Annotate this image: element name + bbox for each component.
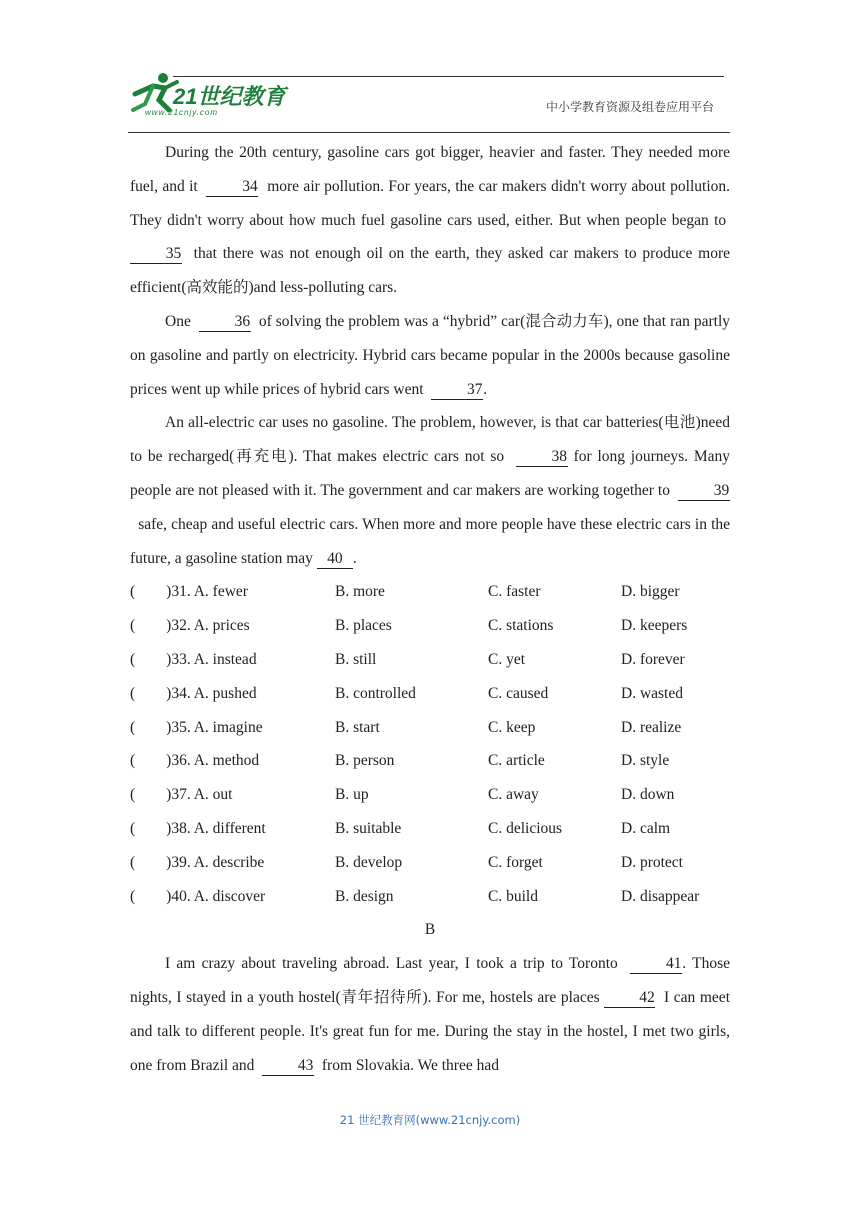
passage-a-paragraph-1: During the 20th century, gasoline cars got bigger, heavier and faster. They needed more fuel, and it 34 more air pollution. For years, the car makers didn't worry about pollution. They didn't worry about how much fuel gasoline cars used, either. But when people began to 35 that there was not enough oil on the earth, they asked car makers to produce more efficient(高效能的)and less-polluting cars. <box>130 144 731 297</box>
option-d: D. calm <box>621 819 671 837</box>
blank-42[interactable]: 42 <box>604 989 655 1008</box>
blank-43[interactable]: 43 <box>262 1057 314 1076</box>
question-stem: ( )40. A. discover <box>130 887 266 905</box>
blank-39[interactable]: 39 <box>678 482 730 501</box>
option-b: B. up <box>335 786 369 804</box>
header-rule-bottom <box>128 132 730 133</box>
logo-url: www.21cnjy.com <box>145 108 218 117</box>
question-row <box>130 677 730 711</box>
option-b: B. person <box>335 752 395 770</box>
question-row <box>130 575 730 609</box>
passage-b-paragraph-1: I am crazy about traveling abroad. Last year, I took a trip to Toronto 41. Those nights, I stayed in a youth hostel(青年招待所). For me, hostels are places 42 I can meet and talk to different people. It's great fun for me. During the stay in the hostel, I met two girls, one from Brazil and 43 from Slovakia. We three had <box>130 955 731 1074</box>
option-c: C. away <box>488 786 539 804</box>
question-stem: ( )34. A. pushed <box>130 684 257 702</box>
section-heading: B <box>424 921 436 939</box>
option-c: C. forget <box>488 853 543 871</box>
blank-36[interactable]: 36 <box>199 313 251 332</box>
page-header <box>125 64 730 134</box>
option-c: C. faster <box>488 583 541 601</box>
document-body <box>130 136 730 1082</box>
option-d: D. keepers <box>621 617 688 635</box>
question-list <box>130 575 730 913</box>
blank-34[interactable]: 34 <box>206 178 258 197</box>
question-stem: ( )31. A. fewer <box>130 583 248 601</box>
option-c: C. article <box>488 752 545 770</box>
option-b: B. still <box>335 650 377 668</box>
passage-a-paragraph-2: One 36 of solving the problem was a “hybrid” car(混合动力车), one that ran partly on gasoline and partly on electricity. Hybrid cars became popular in the 2000s because gasoline prices went up while prices of hybrid cars went 37. <box>130 312 731 398</box>
option-d: D. bigger <box>621 583 680 601</box>
option-b: B. places <box>335 617 392 635</box>
blank-38[interactable]: 38 <box>516 448 568 467</box>
question-row <box>130 812 730 846</box>
question-stem: ( )33. A. instead <box>130 650 257 668</box>
blank-40[interactable]: 40 <box>317 550 353 569</box>
question-row <box>130 643 730 677</box>
option-d: D. wasted <box>621 684 683 702</box>
blank-37[interactable]: 37 <box>431 381 483 400</box>
page-footer: 21 世纪教育网(www.21cnjy.com) <box>339 1113 521 1127</box>
option-d: D. disappear <box>621 887 700 905</box>
passage-a-paragraph-3: An all-electric car uses no gasoline. The problem, however, is that car batteries(电池)need to be recharged(再充电). That makes electric cars not so 38 for long journeys. Many people are not pleased with it. The government and car makers are working together to 39 safe, cheap and useful electric cars. When more and more people have these electric cars in the future, a gasoline station may 40 . <box>130 414 731 567</box>
blank-41[interactable]: 41 <box>630 955 682 974</box>
option-d: D. realize <box>621 718 682 736</box>
option-b: B. more <box>335 583 385 601</box>
question-row <box>130 609 730 643</box>
option-b: B. develop <box>335 853 403 871</box>
question-stem: ( )36. A. method <box>130 752 260 770</box>
question-stem: ( )39. A. describe <box>130 853 265 871</box>
question-stem: ( )35. A. imagine <box>130 718 263 736</box>
question-row <box>130 711 730 745</box>
question-row <box>130 880 730 914</box>
option-b: B. controlled <box>335 684 416 702</box>
option-b: B. start <box>335 718 380 736</box>
option-c: C. stations <box>488 617 554 635</box>
question-row <box>130 778 730 812</box>
option-d: D. style <box>621 752 670 770</box>
option-c: C. yet <box>488 650 526 668</box>
option-c: C. delicious <box>488 819 563 837</box>
question-stem: ( )37. A. out <box>130 786 233 804</box>
option-c: C. caused <box>488 684 549 702</box>
option-c: C. build <box>488 887 538 905</box>
option-c: C. keep <box>488 718 536 736</box>
option-d: D. protect <box>621 853 683 871</box>
option-b: B. design <box>335 887 394 905</box>
question-stem: ( )38. A. different <box>130 819 266 837</box>
platform-title: 中小学教育资源及组卷应用平台 <box>545 100 714 114</box>
option-d: D. down <box>621 786 675 804</box>
option-d: D. forever <box>621 650 685 668</box>
option-b: B. suitable <box>335 819 402 837</box>
question-row <box>130 744 730 778</box>
blank-35[interactable]: 35 <box>130 245 182 264</box>
logo-text: 21世纪教育 <box>173 84 286 109</box>
question-row <box>130 846 730 880</box>
question-stem: ( )32. A. prices <box>130 617 250 635</box>
